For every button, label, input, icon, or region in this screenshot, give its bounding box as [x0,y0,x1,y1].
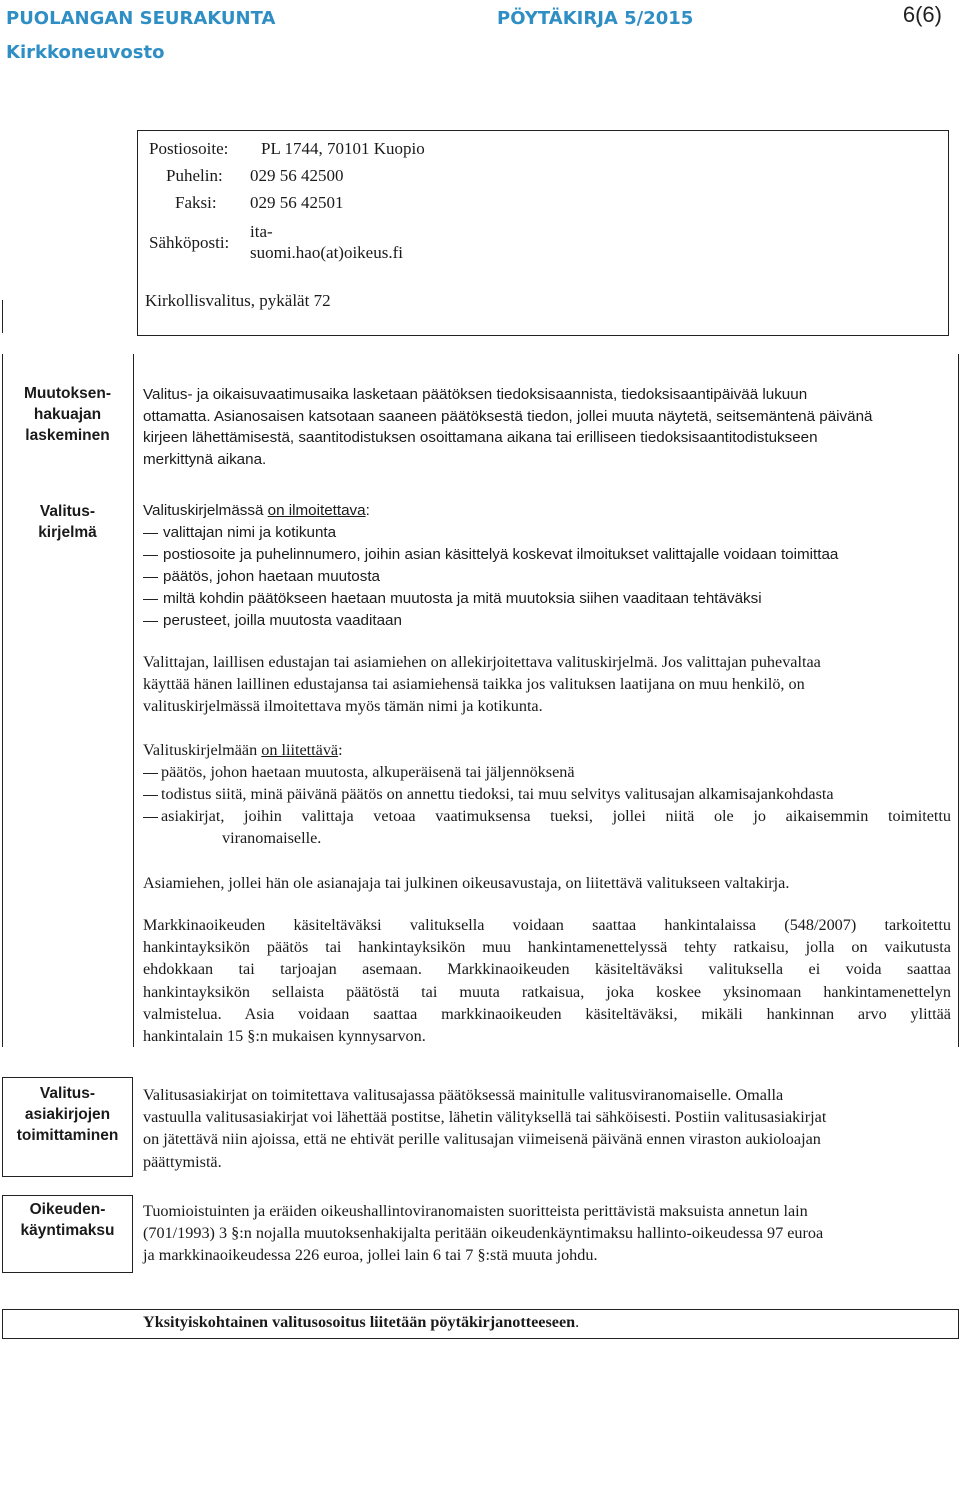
attach-intro: Valituskirjelmään on liitettävä: [143,741,343,759]
postal-label: Postiosoite: [149,139,229,158]
attach-item: todistus siitä, minä päivänä päätös on annettu tiedoksi, tai muu selvitys valitusajan alkamisajankohdasta [161,785,834,803]
letter-intro: Valituskirjelmässä on ilmoitettava: [143,502,370,519]
delivery-label: Valitus- asiakirjojen toimittaminen [16,1085,119,1144]
market-court-paragraph: Markkinaoikeuden käsiteltäväksi valituksella voidaan saattaa hankintalaissa (548/2007) tarkoitettu hankintayksikön päätös tai hankintayksikön muu hankintamenettelyssä tehty ratkaisu, jolla on vaikutusta ehdokkaan tai tarjoajan asemaan. Markkinaoikeuden käsiteltäväksi valituksella ei voida saattaa hankintayksikön sellaista päätöstä tai muuta ratkaisua, joka koskee yksinomaan hankintamenettelyn valmistelua. Asia voidaan saattaa markkinaoikeuden käsiteltäväksi, mikäli hankinnan arvo ylittää hankintalain 15 §:n mukaisen kynnysarvon. [143,916,951,1046]
calc-label: Muutoksen- hakuajan laskeminen [24,385,111,444]
letter-item: perusteet, joilla muutosta vaaditaan [163,612,402,629]
fee-label: Oikeuden- käyntimaksu [20,1201,115,1239]
body-name: Kirkkoneuvosto [6,42,165,63]
calc-text: Valitus- ja oikaisuvaatimusaika lasketaan päätöksen tiedoksisaannista, tiedoksisaantipäivää lukuun ottamatta. Asianosaisen katsotaan saaneen päätöksestä tiedon, jollei muuta näytetä, seitsemäntenä päivänä kirjeen lähettämisestä, saantitodistuksen osoittamana aikana tai erilliseen tiedoksisaantitodistukseen merkittynä aikana. [143,386,873,468]
left-margin-tick [2,300,3,333]
attach-item: asiakirjat, joihin valittaja vetoaa vaatimuksensa tueksi, jollei niitä ole jo aikaisemmin toimitettu [161,807,951,825]
postal-value: PL 1744, 70101 Kuopio [261,139,425,158]
email-value-line1: ita- [250,222,273,241]
delivery-paragraph: Valitusasiakirjat on toimitettava valitusajassa päätöksessä mainitulle valitusviranomaiselle. Omalla vastuulla valitusasiakirjat voi lähettää postitse, lähetin välityksellä tai sähköisesti. Postiin valitusasiakirjat on jätettävä niin ajoissa, että ne ehtivät perille valitusajan viimeisenä päivänä ennen viraston aukioloajan päättymistä. [143,1086,827,1171]
letter-label: Valitus- kirjelmä [38,503,97,541]
letter-item: päätös, johon haetaan muutosta [163,568,381,585]
column-divider [133,354,134,1047]
right-border [958,354,959,1047]
fee-paragraph: Tuomioistuinten ja eräiden oikeushallintoviranomaisten suoritteista perittävistä maksuista annetun lain (701/1993) 3 §:n nojalla muutoksenhakijalta peritään oikeudenkäyntimaksu hallinto-oikeudessa 97 euroa ja markkinaoikeudessa 226 euroa, jollei lain 6 tai 7 §:stä muuta johdu. [143,1202,824,1265]
appeal-type: Kirkollisvalitus, pykälät 72 [145,291,331,310]
footer-note: Yksityiskohtainen valitusosoitus liitetään pöytäkirjanotteeseen. [143,1313,580,1331]
fax-label: Faksi: [175,193,217,212]
email-label: Sähköposti: [149,233,230,252]
letter-item: valittajan nimi ja kotikunta [163,524,337,541]
letter-item: miltä kohdin päätökseen haetaan muutosta ja mitä muutoksia siihen vaaditaan tehtäväksi [163,590,762,607]
org-name: PUOLANGAN SEURAKUNTA [6,8,276,29]
attach-item-continuation: viranomaiselle. [222,829,322,847]
left-border [2,354,3,1047]
phone-label: Puhelin: [166,166,223,185]
letter-item: postiosoite ja puhelinnumero, joihin asian käsittelyä koskevat ilmoitukset valittajalle voidaan toimittaa [163,546,839,563]
phone-value: 029 56 42500 [250,166,344,185]
page-number: 6(6) [902,2,942,27]
proxy-paragraph: Asiamiehen, jollei hän ole asianajaja tai julkinen oikeusavustaja, on liitettävä valitukseen valtakirja. [143,874,790,892]
fax-value: 029 56 42501 [250,193,344,212]
document-title: PÖYTÄKIRJA 5/2015 [497,8,694,29]
signature-paragraph: Valittajan, laillisen edustajan tai asiamiehen on allekirjoitettava valituskirjelmä. Jos valittajan puhevaltaa käyttää hänen laillinen edustajansa tai asiamiehensä taikka jos valituksen laatijana on muu henkilö, on valituskirjelmässä ilmoitettava myös tämän nimi ja kotikunta. [143,653,821,716]
email-value-line2: suomi.hao(at)oikeus.fi [250,243,403,262]
attach-item: päätös, johon haetaan muutosta, alkuperäisenä tai jäljennöksenä [161,763,575,781]
